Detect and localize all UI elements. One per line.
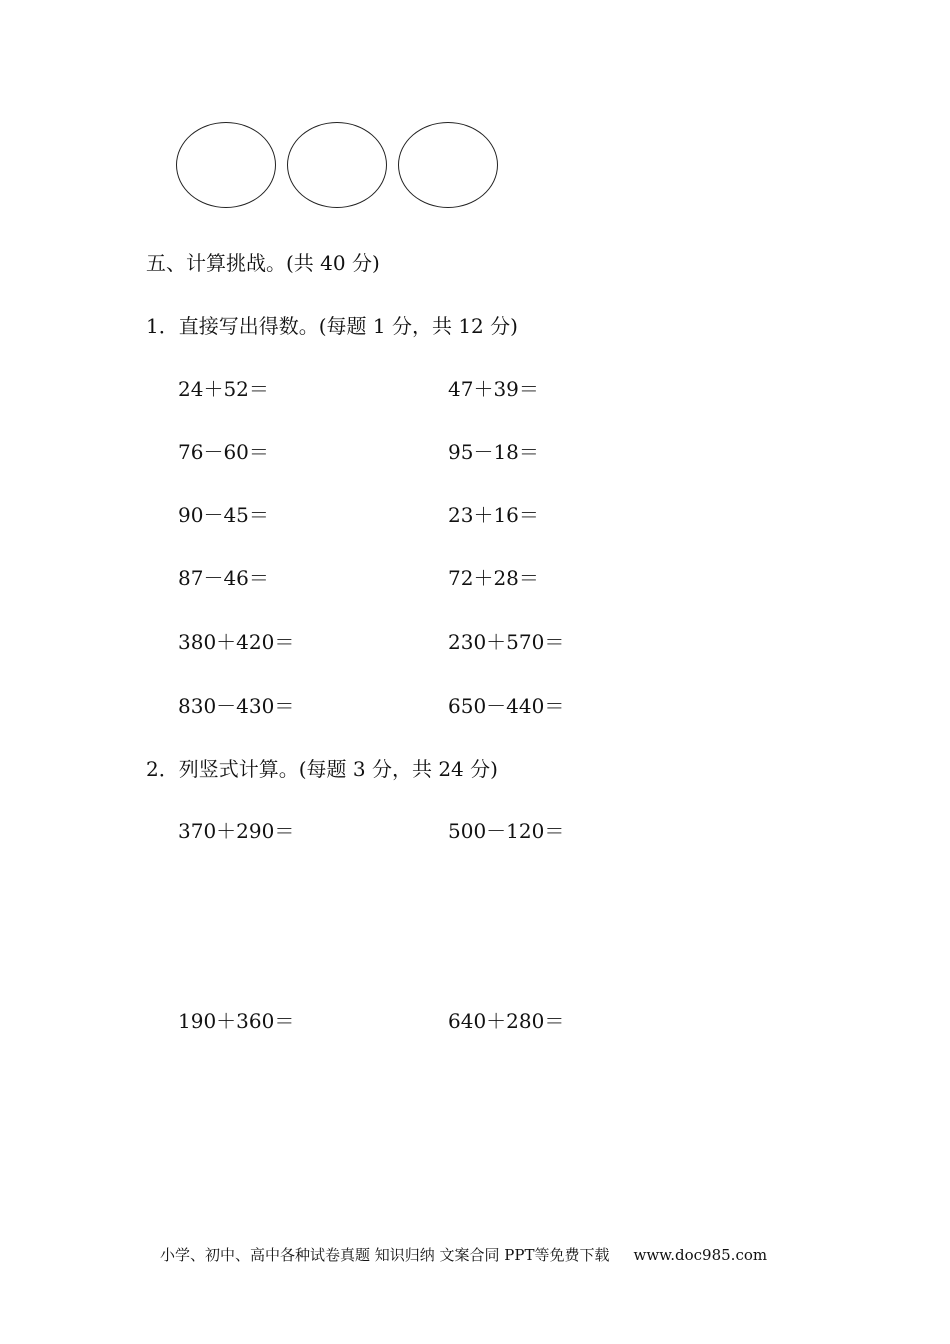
problem: 87－46＝ bbox=[178, 566, 269, 590]
footer-site-link[interactable]: www.doc985.com bbox=[633, 1246, 768, 1264]
question-1-heading: 1．直接写出得数。(每题 1 分，共 12 分) bbox=[146, 314, 518, 338]
problem: 650－440＝ bbox=[448, 694, 565, 718]
answer-oval-3[interactable] bbox=[398, 122, 498, 208]
problem: 230＋570＝ bbox=[448, 630, 565, 654]
problem: 190＋360＝ bbox=[178, 1009, 295, 1033]
problem: 95－18＝ bbox=[448, 440, 539, 464]
problem: 76－60＝ bbox=[178, 440, 269, 464]
answer-oval-2[interactable] bbox=[287, 122, 387, 208]
problem: 500－120＝ bbox=[448, 819, 565, 843]
problem: 640＋280＝ bbox=[448, 1009, 565, 1033]
problem: 47＋39＝ bbox=[448, 377, 539, 401]
footer-text: 小学、初中、高中各种试卷真题 知识归纳 文案合同 PPT等免费下载 bbox=[160, 1246, 610, 1264]
problem: 90－45＝ bbox=[178, 503, 269, 527]
question-2-heading: 2．列竖式计算。(每题 3 分，共 24 分) bbox=[146, 757, 498, 781]
problem: 370＋290＝ bbox=[178, 819, 295, 843]
problem: 380＋420＝ bbox=[178, 630, 295, 654]
problem: 830－430＝ bbox=[178, 694, 295, 718]
problem: 23＋16＝ bbox=[448, 503, 539, 527]
answer-ovals bbox=[176, 122, 506, 212]
page-footer bbox=[160, 1245, 767, 1265]
section-title: 五、计算挑战。(共 40 分) bbox=[146, 251, 380, 275]
answer-oval-1[interactable] bbox=[176, 122, 276, 208]
problem: 72＋28＝ bbox=[448, 566, 539, 590]
problem: 24＋52＝ bbox=[178, 377, 269, 401]
